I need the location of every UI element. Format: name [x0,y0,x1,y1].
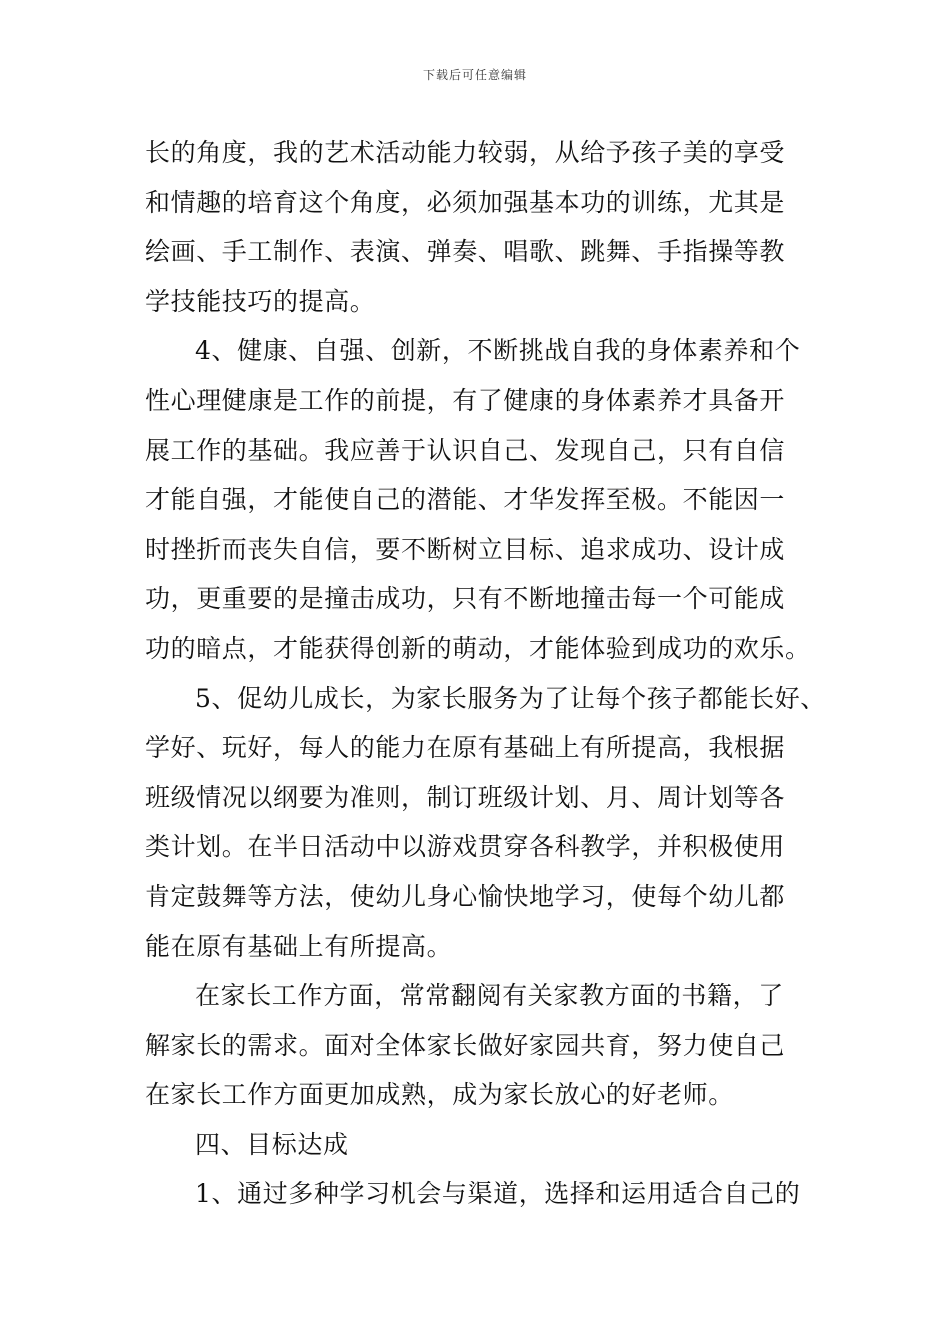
paragraph-start-line: 4、健康、自强、创新，不断挑战自我的身体素养和个 [195,336,801,366]
text-line: 才能自强，才能使自己的潜能、才华发挥至极。不能因一 [145,485,786,515]
text-line: 班级情况以纲要为准则，制订班级计划、月、周计划等各 [145,782,786,812]
text-line: 能在原有基础上有所提高。 [145,931,453,961]
text-line: 学好、玩好，每人的能力在原有基础上有所提高，我根据 [145,733,786,763]
text-line: 在家长工作方面更加成熟，成为家长放心的好老师。 [145,1080,734,1110]
paragraph-start-line: 1、通过多种学习机会与渠道，选择和运用适合自己的 [195,1179,801,1209]
paragraph-start-line: 在家长工作方面，常常翻阅有关家教方面的书籍，了 [195,981,784,1011]
text-line: 解家长的需求。面对全体家长做好家园共育，努力使自己 [145,1030,786,1060]
text-line: 时挫折而丧失自信，要不断树立目标、追求成功、设计成 [145,534,786,564]
page-header-note: 下载后可任意编辑 [422,68,527,82]
text-line: 性心理健康是工作的前提，有了健康的身体素养才具备开 [145,385,786,415]
text-line: 长的角度，我的艺术活动能力较弱，从给予孩子美的享受 [145,138,786,167]
text-line: 类计划。在半日活动中以游戏贯穿各科教学，并积极使用 [145,832,786,862]
paragraph-start-line: 5、促幼儿成长，为家长服务为了让每个孩子都能长好、 [195,683,826,713]
text-line: 绘画、手工制作、表演、弹奏、唱歌、跳舞、手指操等教 [145,237,786,267]
text-line: 和情趣的培育这个角度，必须加强基本功的训练，尤其是 [145,187,786,217]
text-line: 功的暗点，才能获得创新的萌动，才能体验到成功的欢乐。 [145,633,811,663]
document-body [145,128,826,1219]
text-line: 学技能技巧的提高。 [145,286,376,316]
text-line: 展工作的基础。我应善于认识自己、发现自己，只有自信 [145,435,786,465]
section-heading: 四、目标达成 [195,1129,349,1159]
text-line: 肯定鼓舞等方法，使幼儿身心愉快地学习，使每个幼儿都 [145,881,786,911]
text-line: 功，更重要的是撞击成功，只有不断地撞击每一个可能成 [145,584,786,614]
